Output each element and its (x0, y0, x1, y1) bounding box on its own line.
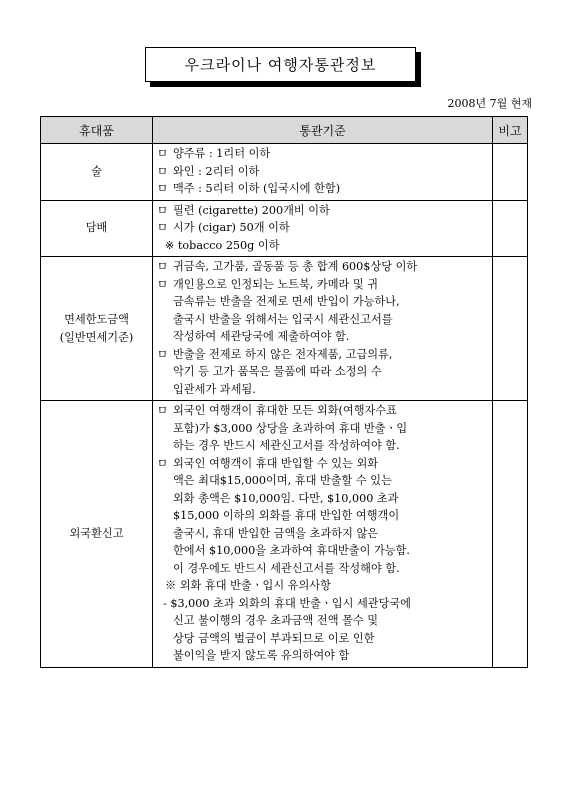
note-tobacco (493, 200, 528, 257)
bullet-icon: ㅁ (157, 203, 168, 217)
list-item-continued: 액은 최대$15,000이며, 휴대 반출할 수 있는 (173, 474, 392, 487)
bullet-icon: ㅁ (157, 277, 168, 291)
notice-item-continued: 불이익을 받지 않도록 유의하여야 함 (173, 649, 350, 662)
bullet-icon: ㅁ (157, 347, 168, 361)
list-item-continued: 이 경우에도 반드시 세관신고서를 작성해야 함. (173, 561, 400, 575)
table-row-tobacco (41, 200, 528, 257)
list-item-continued: 포함)가 $3,000 상당을 초과하여 휴대 반출ㆍ입 (173, 421, 408, 435)
customs-table (40, 116, 528, 668)
table-row-alcohol (41, 144, 528, 201)
notice-heading: ※ 외화 휴대 반출ㆍ입시 유의사항 (165, 579, 331, 592)
list-item-continued: 출국시 반출을 위해서는 입국시 세관신고서를 (173, 312, 393, 326)
list-item: ㅁ 양주류 : 1리터 이하 (157, 145, 488, 163)
notice-item: - $3,000 초과 외화의 휴대 반출ㆍ입시 세관당국에 (163, 596, 411, 610)
category-currency: 외국환신고 (41, 401, 153, 668)
list-item: ※ tobacco 250g 이하 (165, 238, 280, 252)
list-item: ㅁ 반출을 전제로 하지 않은 전자제품, 고급의류, (157, 346, 488, 364)
bullet-icon: ㅁ (157, 182, 168, 195)
category-alcohol: 술 (41, 144, 153, 201)
bullet-icon: ㅁ (157, 456, 168, 470)
list-item: ㅁ 필련 (cigarette) 200개비 이하 (157, 202, 488, 220)
header-note: 비고 (493, 117, 528, 144)
notice-item-continued: 상당 금액의 벌금이 부과되므로 이로 인한 (173, 631, 375, 645)
list-item-continued: 출국시, 휴대 반입한 금액을 초과하지 않은 (173, 526, 379, 540)
standard-dutyfree (153, 257, 493, 401)
note-dutyfree (493, 257, 528, 401)
bullet-icon: ㅁ (157, 404, 168, 417)
table-row-dutyfree (41, 257, 528, 401)
header-row (41, 117, 528, 144)
notice-item-continued: 신고 불이행의 경우 초과금액 전액 몰수 및 (173, 614, 379, 627)
list-item: ㅁ 맥주 : 5리터 이하 (입국시에 한함) (157, 180, 488, 198)
note-alcohol (493, 144, 528, 201)
date-label: 2008년 7월 현재 (447, 97, 532, 110)
standard-alcohol (153, 144, 493, 201)
list-item-continued: 하는 경우 반드시 세관신고서를 작성하여야 함. (173, 439, 400, 452)
list-item-continued: 작성하여 세관당국에 제출하여야 함. (173, 330, 350, 343)
list-item: ㅁ 귀금속, 고가품, 골동품 등 총 합계 600$상당 이하 (157, 258, 488, 276)
list-item-continued: 외화 총액은 $10,000임. 다만, $10,000 초과 (173, 491, 399, 505)
standard-tobacco (153, 200, 493, 257)
bullet-icon: ㅁ (157, 164, 168, 178)
list-item: ㅁ 시가 (cigar) 50개 이하 (157, 219, 488, 237)
note-currency (493, 401, 528, 668)
list-item: ㅁ 외국인 여행객이 휴대한 모든 외화(여행자수표 (157, 402, 488, 420)
standard-currency (153, 401, 493, 668)
bullet-icon: ㅁ (157, 260, 168, 273)
header-item: 휴대품 (41, 117, 153, 144)
list-item: ㅁ 와인 : 2리터 이하 (157, 163, 488, 181)
page-title: 우크라이나 여행자통관정보 (145, 47, 416, 82)
table-row-currency (41, 401, 528, 668)
category-tobacco: 담배 (41, 200, 153, 257)
list-item-continued: 악기 등 고가 품목은 물품에 따라 소정의 수 (173, 365, 382, 378)
list-item-continued: $15,000 이하의 외화를 휴대 반입한 여행객이 (173, 509, 400, 522)
title-frame (145, 47, 421, 87)
list-item: ㅁ 외국인 여행객이 휴대 반입할 수 있는 외화 (157, 455, 488, 473)
bullet-icon: ㅁ (157, 221, 168, 234)
list-item-continued: 한에서 $10,000을 초과하여 휴대반출이 가능함. (173, 544, 410, 557)
list-item-continued: 금속류는 반출을 전제로 면세 반입이 가능하나, (173, 295, 400, 308)
list-item-continued: 입관세가 과세됨. (173, 382, 256, 396)
list-item: ㅁ 개인용으로 인정되는 노트북, 카메라 및 귀 (157, 276, 488, 294)
category-dutyfree: 면세한도금액 (일반면세기준) (41, 257, 153, 401)
bullet-icon: ㅁ (157, 147, 168, 160)
header-standard: 통관기준 (153, 117, 493, 144)
